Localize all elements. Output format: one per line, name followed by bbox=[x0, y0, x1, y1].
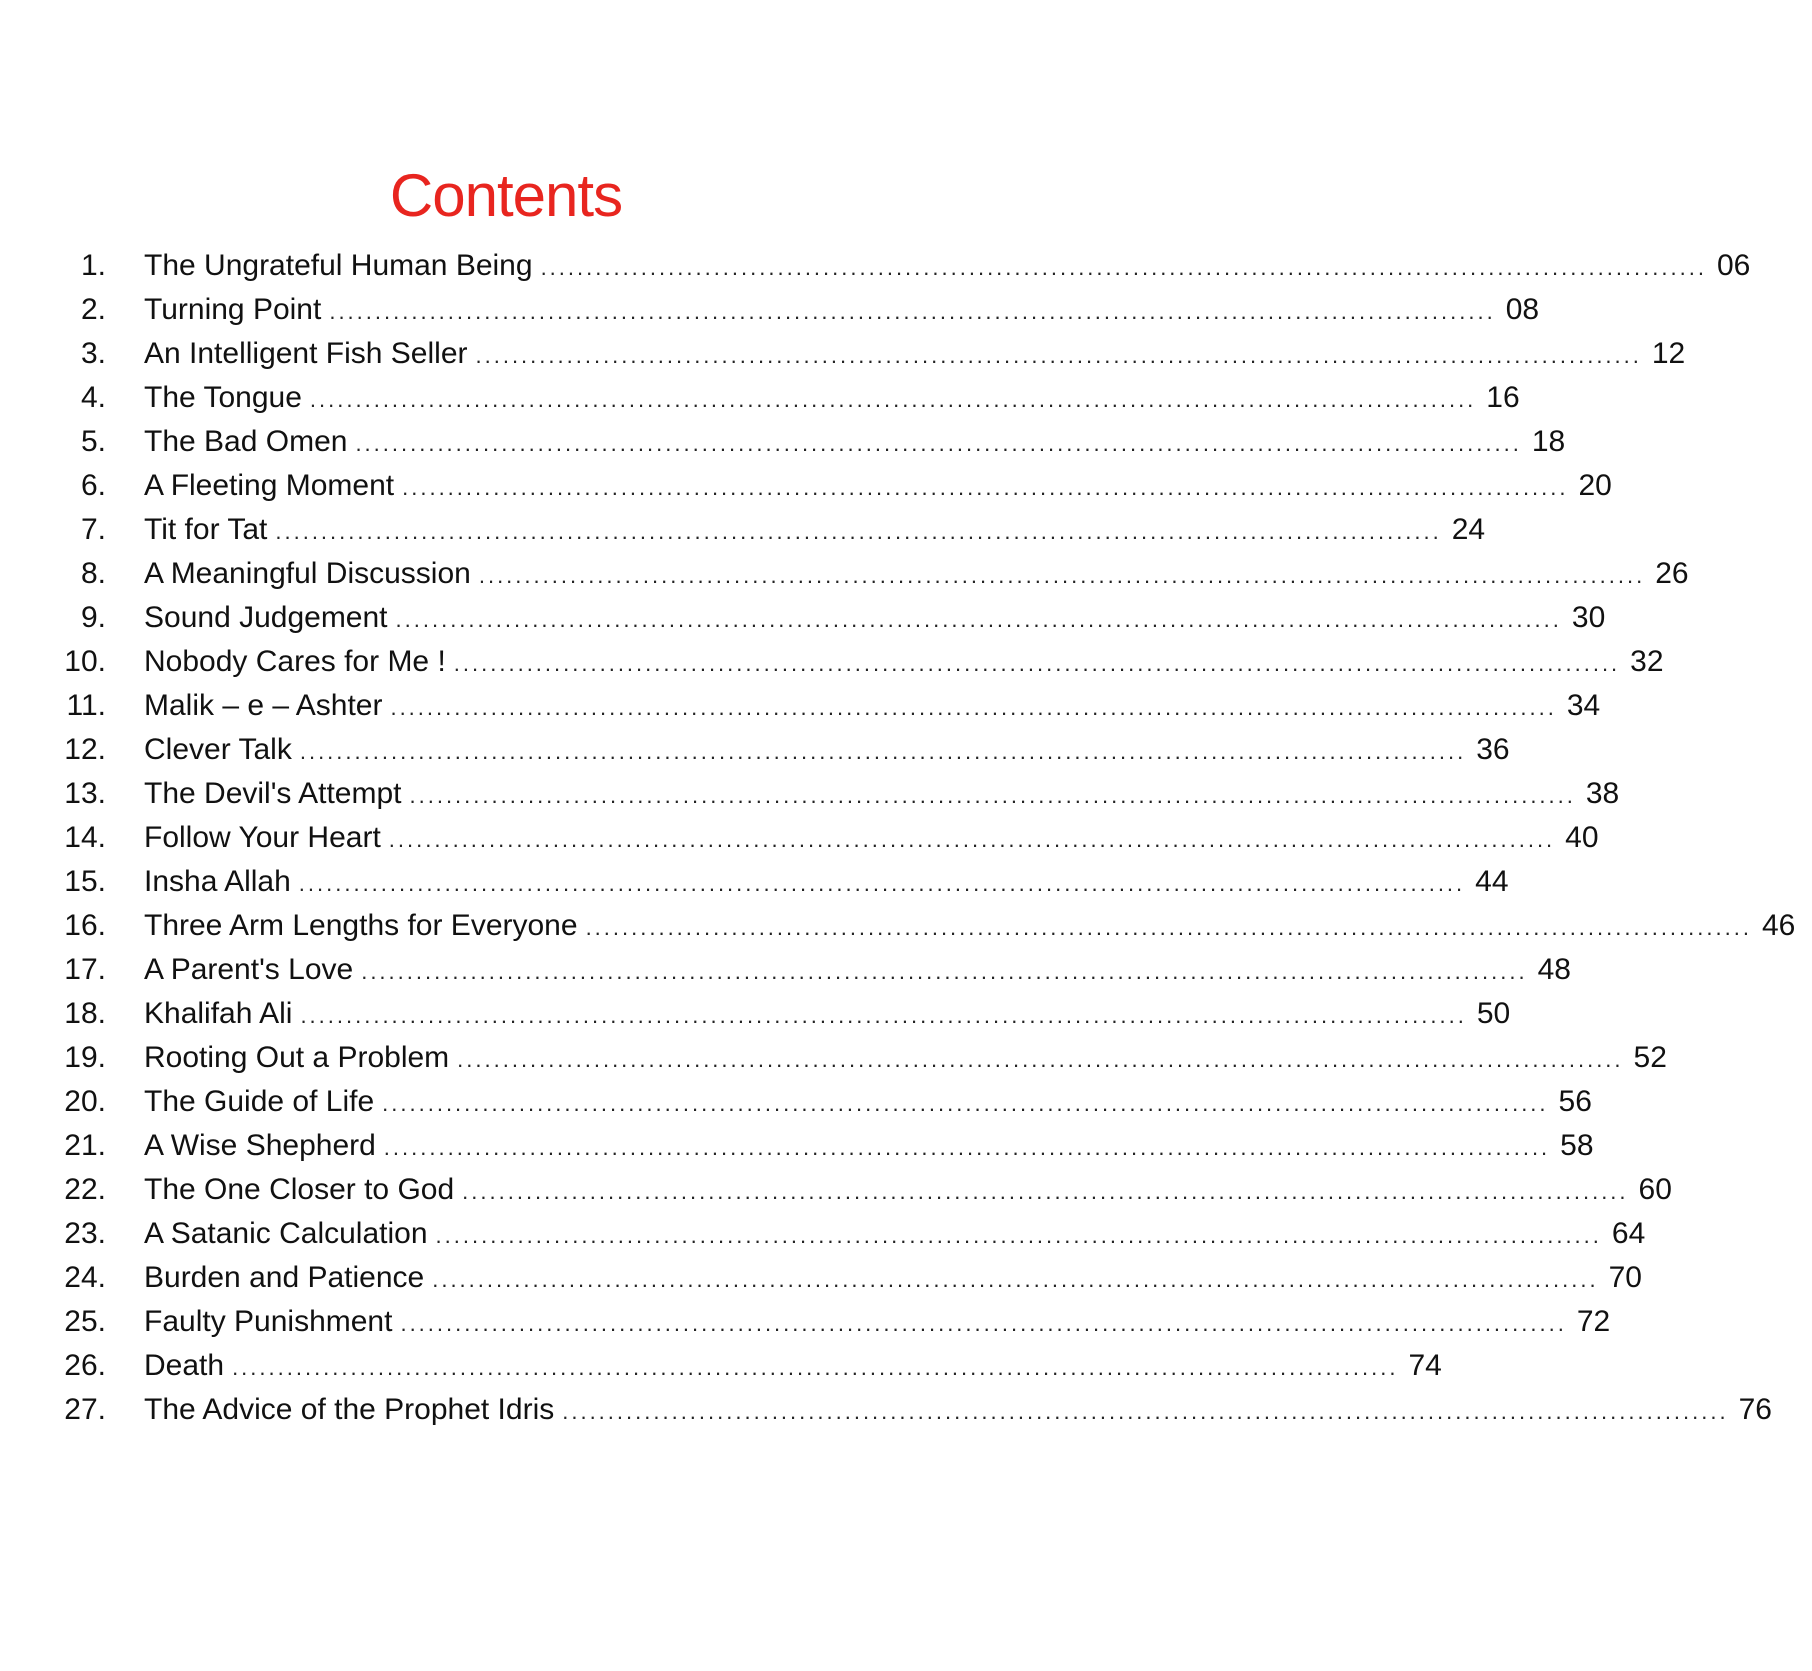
toc-entry-leader: ................................................................................................................................ bbox=[388, 827, 1556, 852]
toc-entry-number: 14. bbox=[64, 821, 106, 854]
toc-entry-leader: ................................................................................................................................ bbox=[361, 959, 1528, 984]
toc-entry-number: 25. bbox=[64, 1305, 106, 1338]
toc-entry-title: Nobody Cares for Me ! bbox=[144, 645, 446, 678]
toc-entry-title: The Bad Omen bbox=[144, 425, 348, 458]
toc-entry-title: The One Closer to God bbox=[144, 1173, 455, 1206]
toc-entry-leader: ................................................................................................................................ bbox=[402, 475, 1569, 500]
toc-entry bbox=[0, 1080, 1592, 1124]
toc-entry-number: 19. bbox=[64, 1041, 106, 1074]
toc-entry-page-number: 76 bbox=[1738, 1393, 1772, 1426]
toc-entry-page-number: 30 bbox=[1571, 601, 1606, 634]
toc-entry bbox=[0, 640, 1664, 684]
toc-entry bbox=[0, 992, 1511, 1036]
toc-entry-page-number: 20 bbox=[1578, 469, 1612, 502]
toc-entry-title: Three Arm Lengths for Everyone bbox=[144, 909, 578, 942]
toc-entry-number: 22. bbox=[64, 1173, 106, 1206]
toc-entry bbox=[0, 508, 1486, 552]
toc-entry-title: Death bbox=[144, 1349, 225, 1382]
toc-entry-number: 27. bbox=[64, 1393, 106, 1426]
toc-entry-leader: ................................................................................................................................ bbox=[355, 431, 1522, 456]
toc-entry-title: Turning Point bbox=[144, 293, 322, 326]
toc-entry bbox=[0, 288, 1540, 332]
toc-entry bbox=[0, 684, 1601, 728]
toc-entry-number: 24. bbox=[64, 1261, 106, 1294]
toc-entry-leader: ................................................................................................................................ bbox=[453, 651, 1621, 676]
toc-entry-title: Follow Your Heart bbox=[144, 821, 381, 854]
toc-entry bbox=[0, 1300, 1611, 1344]
toc-entry-number: 2. bbox=[80, 293, 106, 326]
toc-entry-title: The Guide of Life bbox=[144, 1085, 375, 1118]
toc-entry-page-number: 72 bbox=[1576, 1305, 1611, 1338]
toc-entry-leader: ................................................................................................................................ bbox=[300, 1003, 1467, 1028]
toc-entry-title: Rooting Out a Problem bbox=[144, 1041, 450, 1074]
toc-entry-title: A Meaningful Discussion bbox=[144, 557, 471, 590]
toc-entry-title: Sound Judgement bbox=[144, 601, 388, 634]
toc-entry-page-number: 26 bbox=[1655, 557, 1689, 590]
toc-entry bbox=[0, 552, 1689, 596]
toc-entry-page-number: 06 bbox=[1716, 249, 1751, 282]
toc-entry-title: Insha Allah bbox=[144, 865, 291, 898]
toc-entry bbox=[0, 1168, 1672, 1212]
toc-entry-page-number: 36 bbox=[1476, 733, 1510, 766]
toc-entry bbox=[0, 728, 1510, 772]
toc-entry-number: 15. bbox=[64, 865, 106, 898]
toc-entry-title: A Parent's Love bbox=[144, 953, 354, 986]
toc-entry bbox=[0, 332, 1686, 376]
toc-entry bbox=[0, 420, 1566, 464]
toc-entry-page-number: 64 bbox=[1611, 1217, 1646, 1250]
toc-entry-page-number: 74 bbox=[1408, 1349, 1442, 1382]
page-title: Contents bbox=[389, 162, 623, 230]
toc-entry-page-number: 44 bbox=[1475, 865, 1509, 898]
toc-entry-leader: ................................................................................................................................ bbox=[457, 1047, 1624, 1072]
toc-entry-leader: ................................................................................................................................ bbox=[383, 1135, 1551, 1160]
toc-entry-title: Malik – e – Ashter bbox=[144, 689, 383, 722]
toc-entry-leader: ................................................................................................................................ bbox=[540, 255, 1707, 280]
toc-entry bbox=[0, 244, 1751, 288]
toc-entry-leader: ................................................................................................................................ bbox=[232, 1355, 1399, 1380]
toc-entry-page-number: 60 bbox=[1638, 1173, 1672, 1206]
toc-entry bbox=[0, 1256, 1642, 1300]
toc-entry-leader: ................................................................................................................................ bbox=[329, 299, 1496, 324]
toc-entry-page-number: 58 bbox=[1560, 1129, 1594, 1162]
toc-entry-page-number: 56 bbox=[1558, 1085, 1592, 1118]
toc-entry-leader: ................................................................................................................................ bbox=[462, 1179, 1629, 1204]
toc-entry-number: 5. bbox=[80, 425, 106, 458]
toc-entry-leader: ................................................................................................................................ bbox=[475, 343, 1642, 368]
toc-entry-leader: ................................................................................................................................ bbox=[390, 695, 1557, 720]
toc-entry-page-number: 46 bbox=[1761, 909, 1796, 942]
toc-entry-page-number: 08 bbox=[1505, 293, 1540, 326]
toc-entry-number: 23. bbox=[64, 1217, 106, 1250]
toc-entry bbox=[0, 860, 1509, 904]
toc-entry-leader: ................................................................................................................................ bbox=[585, 915, 1752, 940]
toc-entry bbox=[0, 1344, 1442, 1388]
toc-entry-leader: ................................................................................................................................ bbox=[478, 563, 1646, 588]
toc-entry-page-number: 48 bbox=[1537, 953, 1571, 986]
toc-entry-leader: ................................................................................................................................ bbox=[409, 783, 1576, 808]
toc-entry-leader: ................................................................................................................................ bbox=[382, 1091, 1549, 1116]
toc-entry-title: Burden and Patience bbox=[144, 1261, 425, 1294]
toc-entry-number: 1. bbox=[80, 249, 106, 282]
toc-entry-number: 12. bbox=[64, 733, 106, 766]
toc-entry bbox=[0, 904, 1796, 948]
toc-entry-number: 17. bbox=[64, 953, 106, 986]
toc-entry-leader: ................................................................................................................................ bbox=[298, 871, 1466, 896]
toc-entry-leader: ................................................................................................................................ bbox=[432, 1267, 1599, 1292]
toc-entry-page-number: 18 bbox=[1531, 425, 1566, 458]
toc-entry-number: 6. bbox=[80, 469, 106, 502]
toc-entry-leader: ................................................................................................................................ bbox=[435, 1223, 1602, 1248]
toc-entry-title: Khalifah Ali bbox=[144, 997, 293, 1030]
toc-entry-page-number: 50 bbox=[1476, 997, 1511, 1030]
toc-entry bbox=[0, 596, 1606, 640]
toc-entry-number: 4. bbox=[80, 381, 106, 414]
toc-entry-page-number: 70 bbox=[1608, 1261, 1642, 1294]
toc-entry-number: 13. bbox=[64, 777, 106, 810]
toc-entry-number: 10. bbox=[64, 645, 106, 678]
toc-entry bbox=[0, 1036, 1667, 1080]
toc-entry bbox=[0, 816, 1599, 860]
toc-entry-page-number: 16 bbox=[1486, 381, 1520, 414]
toc-entry bbox=[0, 1388, 1772, 1432]
toc-entry bbox=[0, 1212, 1646, 1256]
toc-entry-number: 8. bbox=[80, 557, 106, 590]
toc-entry-number: 21. bbox=[64, 1129, 106, 1162]
toc-entry-title: Faulty Punishment bbox=[144, 1305, 393, 1338]
toc-entry-leader: ................................................................................................................................ bbox=[299, 739, 1467, 764]
toc-entry-title: The Ungrateful Human Being bbox=[144, 249, 533, 282]
toc-entry bbox=[0, 464, 1612, 508]
toc-entry bbox=[0, 1124, 1594, 1168]
toc-entry-leader: ................................................................................................................................ bbox=[400, 1311, 1567, 1336]
toc-entry bbox=[0, 772, 1620, 816]
toc-entry-leader: ................................................................................................................................ bbox=[275, 519, 1442, 544]
toc-entry-title: A Fleeting Moment bbox=[144, 469, 395, 502]
toc-entry-number: 26. bbox=[64, 1349, 106, 1382]
toc-entry-title: Clever Talk bbox=[144, 733, 292, 766]
toc-entry bbox=[0, 948, 1571, 992]
toc-entry-page-number: 38 bbox=[1585, 777, 1620, 810]
toc-entry-title: A Wise Shepherd bbox=[144, 1129, 376, 1162]
toc-entry-title: Tit for Tat bbox=[144, 513, 268, 546]
toc-entry bbox=[0, 376, 1520, 420]
toc-entry-number: 18. bbox=[64, 997, 106, 1030]
toc-entry-leader: ................................................................................................................................ bbox=[395, 607, 1562, 632]
toc-entry-title: The Tongue bbox=[144, 381, 302, 414]
toc-entry-page-number: 52 bbox=[1633, 1041, 1667, 1074]
toc-entry-page-number: 34 bbox=[1566, 689, 1601, 722]
toc-entry-page-number: 32 bbox=[1630, 645, 1664, 678]
table-of-contents bbox=[0, 244, 1796, 1432]
toc-entry-leader: ................................................................................................................................ bbox=[309, 387, 1477, 412]
toc-entry-number: 11. bbox=[66, 689, 106, 722]
toc-entry-title: An Intelligent Fish Seller bbox=[144, 337, 468, 370]
toc-entry-title: The Advice of the Prophet Idris bbox=[144, 1393, 555, 1426]
toc-entry-page-number: 12 bbox=[1651, 337, 1686, 370]
toc-entry-number: 16. bbox=[64, 909, 106, 942]
toc-entry-number: 20. bbox=[64, 1085, 106, 1118]
toc-entry-number: 7. bbox=[80, 513, 106, 546]
toc-entry-title: The Devil's Attempt bbox=[144, 777, 402, 810]
toc-entry-page-number: 40 bbox=[1565, 821, 1599, 854]
toc-entry-number: 3. bbox=[80, 337, 106, 370]
toc-entry-page-number: 24 bbox=[1451, 513, 1486, 546]
toc-entry-number: 9. bbox=[80, 601, 106, 634]
toc-entry-title: A Satanic Calculation bbox=[144, 1217, 428, 1250]
toc-entry-leader: ................................................................................................................................ bbox=[562, 1399, 1729, 1424]
